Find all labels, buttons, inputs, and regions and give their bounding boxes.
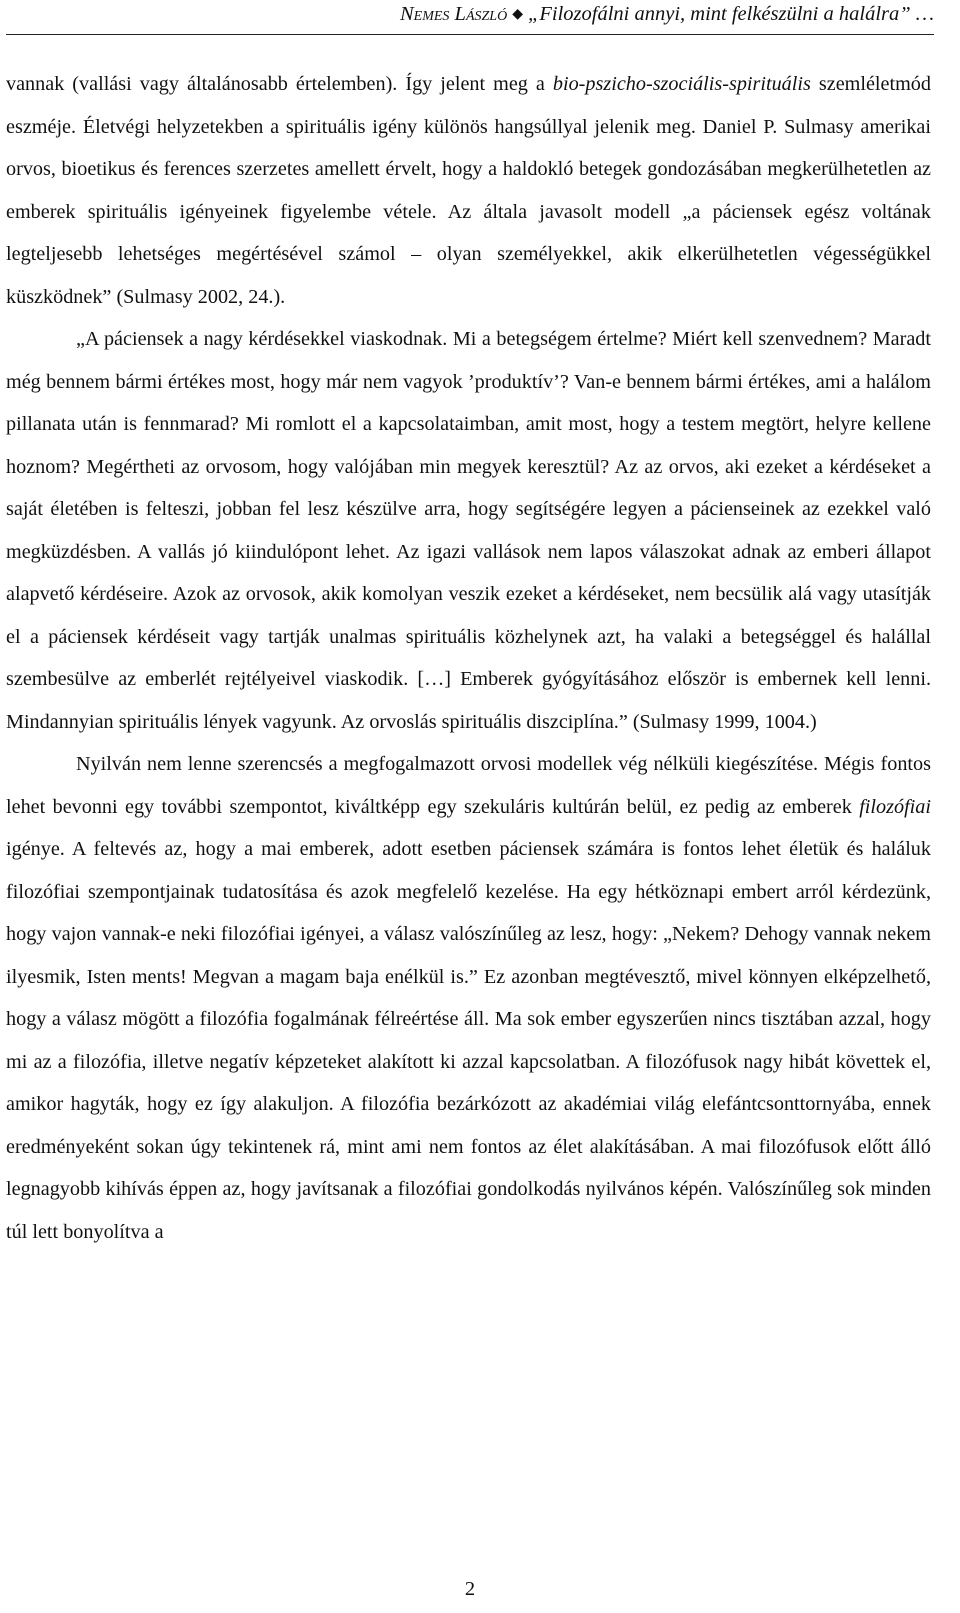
italic-term: filozófiai	[859, 795, 931, 818]
page-number: 2	[464, 1578, 476, 1600]
italic-term: bio-pszicho-szociális-spirituális	[552, 73, 811, 95]
paragraph-3	[6, 743, 931, 1253]
text-segment: igénye. A feltevés az, hogy a mai emberek, adott esetben páciensek számára is fontos lehet életük és haláluk filozófiai szempontjainak tudatosítása és azok megfelelő kezelése. Ha egy hétköznapi embert arról kérdezünk, hogy vajon vannak-e neki filozófiai igényei, a válasz valószínűleg az lesz, hogy: „Nekem? Dehogy vannak nekem ilyesmik, Isten ments! Megvan a magam baja enélkül is.” Ez azonban megtévesztő, mivel könnyen elképzelhető, hogy a válasz mögött a filozófia fogalmának félreértése áll. Ma sok ember egyszerűen nincs tisztában azzal, hogy mi az a filozófia, illetve negatív képzeteket alakított ki azzal kapcsolatban. A filozófusok nagy hibát követtek el, amikor hagyták, hogy ez így alakuljon. A filozófia bezárkózott az akadémiai világ elefántcsonttornyába, ennek eredményeként sokan úgy tekintenek rá, mint ami nem fontos az élet alakításában. A mai filozófusok előtt álló legnagyobb kihívás éppen az, hogy javítsanak a filozófiai gondolkodás nyilvános képén. Valószínűleg sok minden túl lett bonyolítva a	[6, 838, 931, 1243]
paragraph-2-quote	[6, 318, 931, 743]
header-divider	[6, 34, 934, 35]
header-author: Nemes László	[399, 3, 508, 25]
text-segment: szemléletmód eszméje. Életvégi helyzetekben a spirituális igény különös hangsúllyal jelenik meg. Daniel P. Sulmasy amerikai orvos, bioetikus és ferences szerzetes amellett érvelt, hogy a haldokló betegek gondozásában megkerülhetetlen az emberek spirituális igényeinek figyelembe vétele. Az általa javasolt modell „a páciensek egész voltának legteljesebb lehetséges megértésével számol – olyan személyekkel, akik elkerülhetetlen végességükkel küszködnek” (Sulmasy 2002, 24.).	[6, 73, 931, 308]
running-header	[400, 2, 934, 29]
text-segment: vannak (vallási vagy általánosabb értelemben). Így jelent meg a	[6, 73, 553, 95]
header-title: „Filozofálni annyi, mint felkészülni a halálra” …	[527, 3, 934, 25]
diamond-separator-icon: ◆	[512, 7, 523, 22]
body-text	[6, 63, 931, 1253]
paragraph-1	[6, 63, 931, 318]
text-segment: Nyilván nem lenne szerencsés a megfogalmazott orvosi modellek vég nélküli kiegészítése. Mégis fontos lehet bevonni egy további szempontot, kiváltképp egy szekuláris kultúrán belül, ez pedig az emberek	[6, 753, 931, 818]
text-segment: „A páciensek a nagy kérdésekkel viaskodnak. Mi a betegségem értelme? Miért kell szenvednem? Maradt még bennem bármi értékes most, hogy már nem vagyok ’produktív’? Van-e bennem bármi értékes, ami a halálom pillanata után is fennmarad? Mi romlott el a kapcsolataimban, amit most, hogy a testem megtört, helyre kellene hoznom? Megértheti az orvosom, hogy valójában min megyek keresztül? Az az orvos, aki ezeket a kérdéseket a saját életében is felteszi, jobban fel lesz készülve arra, hogy segítségére legyen a pácienseinek az ezekkel való megküzdésben. A vallás jó kiindulópont lehet. Az igazi vallások nem lapos válaszokat adnak az emberi állapot alapvető kérdéseire. Azok az orvosok, akik komolyan veszik ezeket a kérdéseket, nem becsülik alá vagy utasítják el a páciensek kérdéseit vagy tartják unalmas spirituális közhelynek azt, ha valaki a betegséggel és halállal szembesülve az emberlét rejtélyeivel viaskodik. […] Emberek gyógyításához először is embernek kell lenni. Mindannyian spirituális lények vagyunk. Az orvoslás spirituális diszciplína.” (Sulmasy 1999, 1004.)	[6, 328, 931, 733]
